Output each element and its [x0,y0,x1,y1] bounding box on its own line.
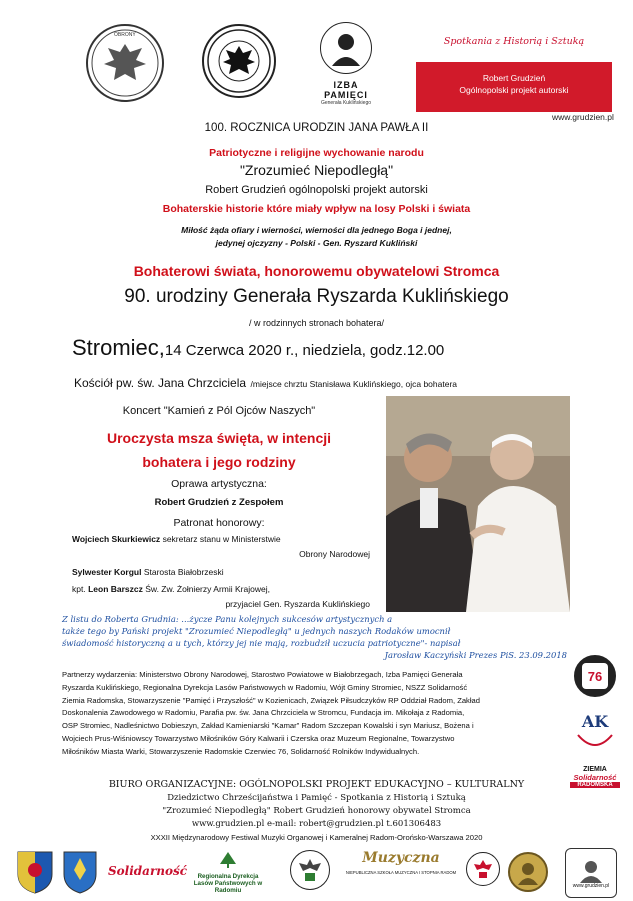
eagle-icon [471,857,495,881]
last-badge [565,848,617,898]
office-line1: Dziedzictwo Chrześcijaństwa i Pamięć - Spotkania z Historią i Sztuką [167,793,466,803]
office-title: BIURO ORGANIZACYJNE: OGÓLNOPOLSKI PROJEKT EDUKACYJNO – KULTURALNY [108,779,525,790]
heroic-line: Bohaterskie historie które miały wpływ na losy Polski i świata [162,203,471,215]
badge-ak [574,712,616,758]
partners-line: Wojciech Prus-Wiśniowscy Towarzystwo Miłośników Góry Kalwarii i Czerska oraz Muzeum Regionalne, Towarzystwo [62,733,455,743]
quote-line1: Miłość żąda ofiary i wierności, wierności dla jednego Boga i jednej, [181,225,452,235]
footer-logos [0,846,633,901]
badge-76: 76 [582,663,608,689]
festival-line: XXXII Międzynarodowy Festiwal Muzyki Organowej i Kameralnej Radom-Orońsko-Warszawa 2020 [150,833,483,842]
partners-line: Doskonalenia Zawodowego w Radomiu, Parafia pw. św. Jana Chrzciciela w Stromcu, Fundacja im. Mikołaja z Radomia, [62,708,465,718]
quote-line2: jedynej ojczyzny - Polski - Gen. Ryszard Kukliński [215,238,418,248]
brand-banner [416,62,612,112]
forest-line2: Lasów Państwowych w Radomiu [193,880,263,894]
partners-text [62,669,572,759]
pilsudski-logo [466,852,500,886]
partners-line: Partnerzy wydarzenia: Ministerstwo Obrony Narodowej, Starostwo Powiatowe w Białobrzegach, Izba Pamięci Generała [62,670,463,679]
portrait-icon [513,857,543,887]
partners-line: OSP Stromiec, Nadleśnictwo Dobieszyn, Zakład Kamieniarski "Kamar" Radom Szczepan Kowalski i syn Mariusz, Bożena i [62,721,474,731]
letter-signature: Jarosław Kaczyński Prezes PiS. 23.09.2018 [384,650,567,660]
ipn-eagle-icon [206,28,272,94]
brand-line2: Ogólnopolski projekt autorski [459,85,569,95]
portrait-icon [576,857,606,883]
badge-sol: Solidarność [573,773,617,782]
project-name: "Zrozumieć Niepodległą" [239,162,394,178]
church-note: /miejsce chrztu Stanisława Kuklińskiego, ojca bohatera [250,379,457,389]
mass-line2: bohatera i jego rodziny [142,454,296,470]
brand-line1: Robert Grudzień [482,73,546,83]
project-author: Robert Grudzień ogólnopolski projekt autorski [205,184,428,196]
ipn-logo [202,24,276,98]
patron2-name: Sylwester Korgul [72,567,142,577]
setting-label: Oprawa artystyczna: [171,478,267,490]
eagle-icon [90,28,160,98]
izba-sub: Generała Kuklińskiego [320,100,372,106]
birthday-line: 90. urodziny Generała Ryszarda Kuklińskiego [124,286,509,307]
badge-czerwiec76 [574,655,616,711]
header-website[interactable]: www.grudzien.pl [552,112,614,122]
letter-line1: Z listu do Roberta Grudnia: ...życze Panu kolejnych sukcesów artystycznych a [62,614,393,624]
patron3-role-a: Św. Zw. Żołnierzy Armii Krajowej, [145,584,270,594]
concert-line: Koncert "Kamień z Pól Ojców Naszych" [122,405,316,417]
patron1-name: Wojciech Skurkiewicz [72,534,161,544]
event-date: 14 Czerwca 2020 r., niedziela, godz.12.00 [164,342,445,359]
office-line2: "Zrozumieć Niepodległą" Robert Grudzień honorowy obywatel Stromca [162,806,471,816]
ak-mark: AK [581,712,609,731]
portrait-icon [324,26,368,70]
last-badge-site[interactable]: www.grudzien.pl [572,883,610,889]
music-school-sub: NIEPUBLICZNA SZKOŁA MUZYCZNA I STOPNIA RADOM [345,870,457,875]
mass-line1: Uroczysta msza święta, w intencji [106,430,332,446]
church-row [74,374,457,392]
patron1-role-a: sekretarz stanu w Ministerstwie [162,534,281,544]
izba-portrait [320,22,372,74]
forest-line1: Regionalna Dyrekcja [197,873,259,880]
memory-future-logo [290,850,330,890]
patronage-label: Patronat honorowy: [173,517,265,529]
solidarnosc-logo [108,864,188,878]
patron2-role: Starosta Białobrzeski [143,567,224,577]
church-name: Kościół pw. św. Jana Chrzciciela [74,376,247,390]
commune-crest-icon [62,850,98,894]
partners-line: Miłośników Miasta Warki, Stowarzyszenie Radomskie Czerwiec 76, Solidarność Rolników Indywidualnych. [62,746,420,756]
anniversary-heading: 100. ROCZNICA URODZIN JANA PAWŁA II [204,122,429,134]
partners-line: Ziemia Radomska, Stowarzyszenie "Pamięć i Przyszłość" w Kozienicach, Związek Piłsudczyków RP Oddział Radom, Zakład [62,695,480,705]
date-row [72,335,444,361]
hometown-line: / w rodzinnych stronach bohatera/ [248,318,385,328]
patron3-name: Leon Barszcz [88,584,143,594]
forest-logo [182,852,274,894]
badge-ziemia: ZIEMIA [583,766,607,773]
patron1 [72,534,372,544]
patron2 [72,567,372,577]
brand-box [416,16,612,112]
eagle-icon [295,855,325,885]
letter-line3: świadomość historyczną a u tych, którzy jej nie mają, rozbudził uczucia patriotyczne"- napisał [62,638,461,648]
partners-line: Ryszarda Kuklińskiego, Regionalna Dyrekcja Lasów Państwowych w Radomiu, Wójt Gminy Stromiec, NSZZ Solidarność [62,682,468,692]
letter-line2: także tego by Pański projekt "Zrozumieć Niepodległą" u jednych naszych Rodaków umocnił [62,626,451,636]
place-name: Stromiec, [72,335,165,360]
office-line3[interactable]: www.grudzien.pl e-mail: robert@grudzien.pl t.601306483 [191,819,442,829]
education-line: Patriotyczne i religijne wychowanie narodu [209,147,424,159]
pope-photo [386,396,570,612]
izba-title: IZBA PAMIĘCI [324,80,368,100]
izba-pamieci-logo [315,22,377,112]
letter-quote [62,613,567,661]
logo1-text: OBRONY [114,32,136,38]
music-school-name: Muzyczna [362,850,440,866]
badge-radom: RADOMSKA [570,782,620,788]
coin-medal-logo [508,852,548,892]
photo-illustration [386,396,570,612]
ministry-eagle-logo [86,24,164,102]
hero-line: Bohaterowi świata, honorowemu obywatelowi Stromca [133,263,500,279]
setting-value: Robert Grudzień z Zespołem [154,497,284,508]
patron1-role-b: Obrony Narodowej [299,549,370,559]
badge-76-circle [574,655,616,697]
tree-icon [218,852,238,868]
patron3-role-b: przyjaciel Gen. Ryszarda Kuklińskiego [225,599,370,609]
solidarnosc-text: Solidarność [108,864,188,878]
music-school-logo [340,850,462,875]
ak-arc-icon [574,731,616,753]
brand-title: Spotkania z Historią i Sztuką [443,36,585,47]
county-crest-icon [16,850,54,894]
patron3 [72,584,382,594]
patron3-prefix: kpt. [72,584,86,594]
